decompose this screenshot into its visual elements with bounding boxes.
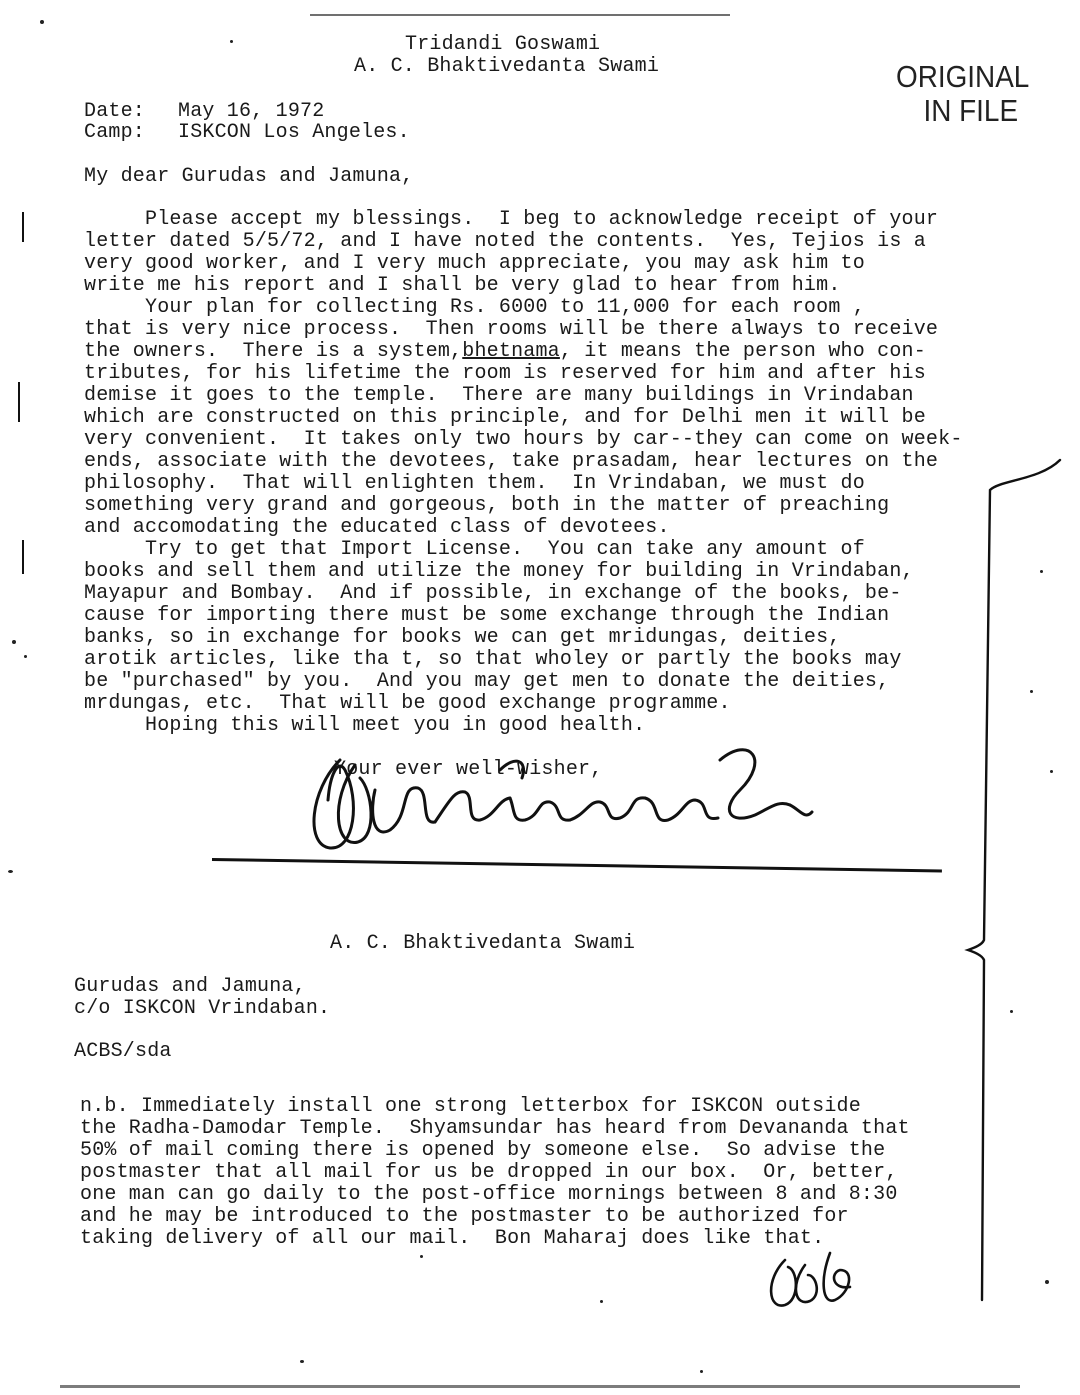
scan-speck: [1030, 690, 1033, 693]
letterhead-line-2: A. C. Bhaktivedanta Swami: [354, 55, 660, 78]
scan-speck: [300, 1360, 304, 1363]
bhetnama-term: bhetnama: [462, 340, 560, 363]
original-in-file-stamp: [896, 60, 1029, 128]
camp-value: ISKCON Los Angeles.: [178, 121, 410, 144]
body-line: ends, associate with the devotees, take prasadam, hear lectures on the: [84, 450, 939, 473]
scan-speck: [40, 20, 44, 24]
body-line-7-prefix: the owners. There is a system,: [84, 340, 463, 363]
postscript-line: n.b. Immediately install one strong letterbox for ISKCON outside: [80, 1095, 861, 1118]
body-line: mrdungas, etc. That will be good exchange programme.: [84, 692, 731, 715]
postscript-line: postmaster that all mail for us be dropped in our box. Or, better,: [80, 1161, 898, 1184]
body-line: something very grand and gorgeous, both in the matter of preaching: [84, 494, 890, 517]
body-line: tributes, for his lifetime the room is reserved for him and after his: [84, 362, 926, 385]
salutation: My dear Gurudas and Jamuna,: [84, 165, 414, 188]
scan-speck: [12, 640, 16, 644]
scan-speck: [1050, 770, 1053, 773]
postscript-line: and he may be introduced to the postmaster to be authorized for: [80, 1205, 849, 1228]
body-line: that is very nice process. Then rooms will be there always to receive: [84, 318, 939, 341]
body-line: arotik articles, like tha t, so that wholey or partly the books may: [84, 648, 902, 671]
body-line: very convenient. It takes only two hours by car--they can come on week-: [84, 428, 963, 451]
letterhead-line-1: Tridandi Goswami: [405, 33, 601, 56]
postscript-line: one man can go daily to the post-office mornings between 8 and 8:30: [80, 1183, 898, 1206]
recipient-line-2: c/o ISKCON Vrindaban.: [74, 997, 331, 1020]
left-margin-mark: [22, 540, 24, 574]
body-line: books and sell them and utilize the money for building in Vrindaban,: [84, 560, 914, 583]
body-line: banks, so in exchange for books we can get mridungas, deities,: [84, 626, 841, 649]
body-line: demise it goes to the temple. There are many buildings in Vrindaban: [84, 384, 914, 407]
left-margin-mark: [22, 212, 24, 242]
body-line: be "purchased" by you. And you may get men to donate the deities,: [84, 670, 890, 693]
stamp-line-1: ORIGINAL: [896, 59, 1030, 94]
scan-speck: [24, 655, 27, 658]
scan-speck: [230, 40, 233, 43]
body-line: write me his report and I shall be very glad to hear from him.: [84, 274, 841, 297]
body-line: Try to get that Import License. You can take any amount of: [84, 538, 865, 561]
recipient-line-1: Gurudas and Jamuna,: [74, 975, 306, 998]
scan-speck: [8, 870, 13, 873]
body-line: which are constructed on this principle, and for Delhi men it will be: [84, 406, 926, 429]
date-value: May 16, 1972: [178, 100, 325, 123]
postscript-line: taking delivery of all our mail. Bon Maharaj does like that.: [80, 1227, 825, 1250]
body-line: cause for importing there must be some exchange through the Indian: [84, 604, 890, 627]
scan-speck: [1045, 1280, 1049, 1284]
handwritten-signature: [300, 730, 820, 870]
date-label: Date:: [84, 100, 146, 123]
camp-label: Camp:: [84, 121, 146, 144]
scan-speck: [420, 1255, 423, 1258]
bottom-scan-edge: [60, 1385, 1020, 1388]
body-line: very good worker, and I very much appreciate, you may ask him to: [84, 252, 865, 275]
stamp-line-2: IN FILE: [923, 93, 1019, 128]
body-line: Mayapur and Bombay. And if possible, in exchange of the books, be-: [84, 582, 902, 605]
closing: Your ever well-wisher,: [334, 758, 603, 781]
body-line: Your plan for collecting Rs. 6000 to 11,000 for each room ,: [84, 296, 865, 319]
top-scan-edge: [310, 14, 730, 16]
postscript-line: the Radha-Damodar Temple. Shyamsundar has heard from Devananda that: [80, 1117, 910, 1140]
scan-speck: [1010, 1010, 1013, 1013]
body-line: Please accept my blessings. I beg to acknowledge receipt of your: [84, 208, 939, 231]
body-line: letter dated 5/5/72, and I have noted the contents. Yes, Tejios is a: [84, 230, 926, 253]
body-line: [84, 341, 926, 363]
postscript-line: 50% of mail coming there is opened by someone else. So advise the: [80, 1139, 886, 1162]
scan-speck: [1040, 570, 1043, 573]
body-line: philosophy. That will enlighten them. In Vrindaban, we must do: [84, 472, 865, 495]
left-margin-mark: [18, 382, 20, 422]
body-line: Hoping this will meet you in good health.: [84, 714, 646, 737]
typed-signature-name: A. C. Bhaktivedanta Swami: [330, 932, 636, 955]
scan-speck: [700, 1370, 703, 1373]
body-line: and accomodating the educated class of devotees.: [84, 516, 670, 539]
body-line-7-suffix: , it means the person who con-: [559, 340, 926, 363]
margin-bracket: [960, 440, 1070, 1340]
reference-initials: ACBS/sda: [74, 1040, 172, 1063]
scan-speck: [600, 1300, 603, 1303]
handwritten-initials: [760, 1245, 870, 1315]
